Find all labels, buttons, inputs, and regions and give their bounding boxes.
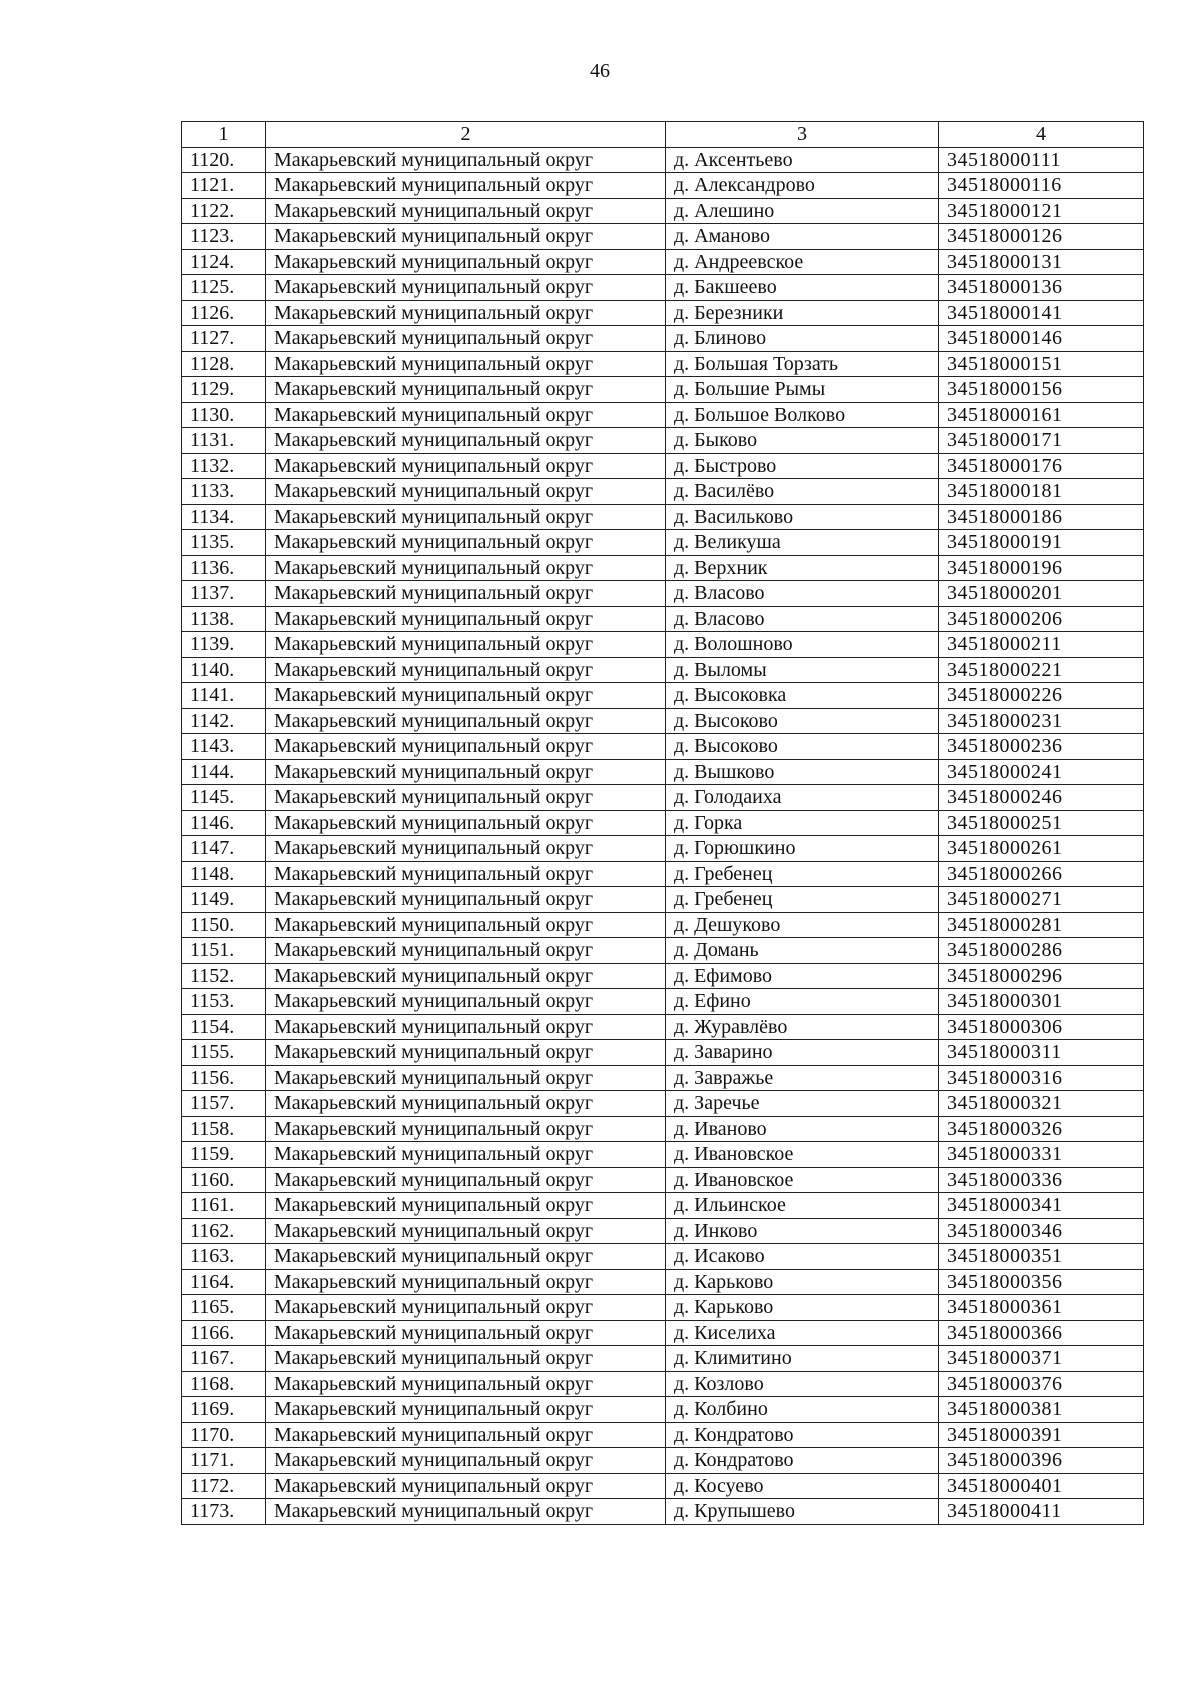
municipality-cell: Макарьевский муниципальный округ <box>266 606 666 632</box>
settlement-cell: д. Васильково <box>666 504 939 530</box>
oktmo-code-cell: 34518000206 <box>939 606 1144 632</box>
settlement-cell: д. Ефино <box>666 989 939 1015</box>
settlement-cell: д. Завражье <box>666 1065 939 1091</box>
settlement-cell: д. Большое Волково <box>666 402 939 428</box>
municipality-cell: Макарьевский муниципальный округ <box>266 1116 666 1142</box>
municipality-cell: Макарьевский муниципальный округ <box>266 173 666 199</box>
column-header-4: 4 <box>939 122 1144 148</box>
oktmo-code-cell: 34518000266 <box>939 861 1144 887</box>
municipality-cell: Макарьевский муниципальный округ <box>266 1218 666 1244</box>
table-row <box>182 1116 1144 1142</box>
row-number-cell: 1122. <box>182 198 266 224</box>
settlement-cell: д. Карьково <box>666 1269 939 1295</box>
settlement-cell: д. Высоковка <box>666 683 939 709</box>
municipality-cell: Макарьевский муниципальный округ <box>266 1040 666 1066</box>
settlements-table <box>181 121 1144 1525</box>
settlement-cell: д. Великуша <box>666 530 939 556</box>
row-number-cell: 1133. <box>182 479 266 505</box>
table-row <box>182 428 1144 454</box>
table-row <box>182 1142 1144 1168</box>
municipality-cell: Макарьевский муниципальный округ <box>266 708 666 734</box>
settlement-cell: д. Иваново <box>666 1116 939 1142</box>
municipality-cell: Макарьевский муниципальный округ <box>266 249 666 275</box>
settlement-cell: д. Киселиха <box>666 1320 939 1346</box>
table-row <box>182 249 1144 275</box>
table-row <box>182 555 1144 581</box>
municipality-cell: Макарьевский муниципальный округ <box>266 351 666 377</box>
settlement-cell: д. Инково <box>666 1218 939 1244</box>
municipality-cell: Макарьевский муниципальный округ <box>266 402 666 428</box>
oktmo-code-cell: 34518000286 <box>939 938 1144 964</box>
row-number-cell: 1161. <box>182 1193 266 1219</box>
oktmo-code-cell: 34518000311 <box>939 1040 1144 1066</box>
settlement-cell: д. Гребенец <box>666 887 939 913</box>
oktmo-code-cell: 34518000251 <box>939 810 1144 836</box>
settlement-cell: д. Горюшкино <box>666 836 939 862</box>
settlement-cell: д. Косуево <box>666 1473 939 1499</box>
municipality-cell: Макарьевский муниципальный округ <box>266 453 666 479</box>
settlement-cell: д. Вышково <box>666 759 939 785</box>
municipality-cell: Макарьевский муниципальный округ <box>266 1448 666 1474</box>
row-number-cell: 1147. <box>182 836 266 862</box>
oktmo-code-cell: 34518000346 <box>939 1218 1144 1244</box>
oktmo-code-cell: 34518000146 <box>939 326 1144 352</box>
oktmo-code-cell: 34518000221 <box>939 657 1144 683</box>
row-number-cell: 1132. <box>182 453 266 479</box>
row-number-cell: 1139. <box>182 632 266 658</box>
oktmo-code-cell: 34518000241 <box>939 759 1144 785</box>
row-number-cell: 1163. <box>182 1244 266 1270</box>
settlement-cell: д. Верхник <box>666 555 939 581</box>
row-number-cell: 1155. <box>182 1040 266 1066</box>
table-row <box>182 504 1144 530</box>
oktmo-code-cell: 34518000296 <box>939 963 1144 989</box>
settlement-cell: д. Алешино <box>666 198 939 224</box>
row-number-cell: 1130. <box>182 402 266 428</box>
row-number-cell: 1125. <box>182 275 266 301</box>
table-row <box>182 1269 1144 1295</box>
settlement-cell: д. Андреевское <box>666 249 939 275</box>
row-number-cell: 1167. <box>182 1346 266 1372</box>
oktmo-code-cell: 34518000226 <box>939 683 1144 709</box>
row-number-cell: 1173. <box>182 1499 266 1525</box>
municipality-cell: Макарьевский муниципальный округ <box>266 581 666 607</box>
settlement-cell: д. Ильинское <box>666 1193 939 1219</box>
row-number-cell: 1171. <box>182 1448 266 1474</box>
municipality-cell: Макарьевский муниципальный округ <box>266 1320 666 1346</box>
row-number-cell: 1128. <box>182 351 266 377</box>
oktmo-code-cell: 34518000181 <box>939 479 1144 505</box>
oktmo-code-cell: 34518000321 <box>939 1091 1144 1117</box>
table-row <box>182 912 1144 938</box>
table-row <box>182 402 1144 428</box>
row-number-cell: 1148. <box>182 861 266 887</box>
row-number-cell: 1162. <box>182 1218 266 1244</box>
settlement-cell: д. Александрово <box>666 173 939 199</box>
row-number-cell: 1129. <box>182 377 266 403</box>
oktmo-code-cell: 34518000246 <box>939 785 1144 811</box>
table-row <box>182 810 1144 836</box>
municipality-cell: Макарьевский муниципальный округ <box>266 1091 666 1117</box>
oktmo-code-cell: 34518000341 <box>939 1193 1144 1219</box>
oktmo-code-cell: 34518000191 <box>939 530 1144 556</box>
municipality-cell: Макарьевский муниципальный округ <box>266 632 666 658</box>
municipality-cell: Макарьевский муниципальный округ <box>266 198 666 224</box>
table-row <box>182 1397 1144 1423</box>
settlement-cell: д. Березники <box>666 300 939 326</box>
oktmo-code-cell: 34518000126 <box>939 224 1144 250</box>
oktmo-code-cell: 34518000411 <box>939 1499 1144 1525</box>
table-row <box>182 734 1144 760</box>
settlement-cell: д. Журавлёво <box>666 1014 939 1040</box>
settlement-cell: д. Волошново <box>666 632 939 658</box>
row-number-cell: 1131. <box>182 428 266 454</box>
settlement-cell: д. Горка <box>666 810 939 836</box>
oktmo-code-cell: 34518000376 <box>939 1371 1144 1397</box>
oktmo-code-cell: 34518000186 <box>939 504 1144 530</box>
table-row <box>182 1448 1144 1474</box>
settlement-cell: д. Аксентьево <box>666 147 939 173</box>
oktmo-code-cell: 34518000171 <box>939 428 1144 454</box>
oktmo-code-cell: 34518000391 <box>939 1422 1144 1448</box>
table-row <box>182 759 1144 785</box>
settlement-cell: д. Заречье <box>666 1091 939 1117</box>
row-number-cell: 1170. <box>182 1422 266 1448</box>
municipality-cell: Макарьевский муниципальный округ <box>266 683 666 709</box>
row-number-cell: 1126. <box>182 300 266 326</box>
settlement-cell: д. Василёво <box>666 479 939 505</box>
table-row <box>182 989 1144 1015</box>
municipality-cell: Макарьевский муниципальный округ <box>266 300 666 326</box>
settlement-cell: д. Домань <box>666 938 939 964</box>
oktmo-code-cell: 34518000151 <box>939 351 1144 377</box>
municipality-cell: Макарьевский муниципальный округ <box>266 1346 666 1372</box>
row-number-cell: 1159. <box>182 1142 266 1168</box>
table-row <box>182 326 1144 352</box>
row-number-cell: 1149. <box>182 887 266 913</box>
table-row <box>182 606 1144 632</box>
settlement-cell: д. Блиново <box>666 326 939 352</box>
municipality-cell: Макарьевский муниципальный округ <box>266 963 666 989</box>
table-row <box>182 1371 1144 1397</box>
settlement-cell: д. Аманово <box>666 224 939 250</box>
municipality-cell: Макарьевский муниципальный округ <box>266 147 666 173</box>
settlement-cell: д. Исаково <box>666 1244 939 1270</box>
row-number-cell: 1143. <box>182 734 266 760</box>
row-number-cell: 1151. <box>182 938 266 964</box>
municipality-cell: Макарьевский муниципальный округ <box>266 657 666 683</box>
table-row <box>182 1218 1144 1244</box>
table-row <box>182 938 1144 964</box>
oktmo-code-cell: 34518000161 <box>939 402 1144 428</box>
municipality-cell: Макарьевский муниципальный округ <box>266 861 666 887</box>
table-row <box>182 1014 1144 1040</box>
municipality-cell: Макарьевский муниципальный округ <box>266 1473 666 1499</box>
oktmo-code-cell: 34518000131 <box>939 249 1144 275</box>
oktmo-code-cell: 34518000176 <box>939 453 1144 479</box>
row-number-cell: 1168. <box>182 1371 266 1397</box>
table-row <box>182 479 1144 505</box>
settlement-cell: д. Бакшеево <box>666 275 939 301</box>
settlement-cell: д. Власово <box>666 581 939 607</box>
oktmo-code-cell: 34518000281 <box>939 912 1144 938</box>
oktmo-code-cell: 34518000136 <box>939 275 1144 301</box>
oktmo-code-cell: 34518000336 <box>939 1167 1144 1193</box>
table-row <box>182 1295 1144 1321</box>
municipality-cell: Макарьевский муниципальный округ <box>266 912 666 938</box>
table-row <box>182 708 1144 734</box>
table-body <box>182 147 1144 1524</box>
municipality-cell: Макарьевский муниципальный округ <box>266 377 666 403</box>
table-row <box>182 1244 1144 1270</box>
settlement-cell: д. Кондратово <box>666 1422 939 1448</box>
oktmo-code-cell: 34518000211 <box>939 632 1144 658</box>
page-number: 46 <box>590 60 610 82</box>
settlement-cell: д. Колбино <box>666 1397 939 1423</box>
row-number-cell: 1120. <box>182 147 266 173</box>
municipality-cell: Макарьевский муниципальный округ <box>266 1371 666 1397</box>
oktmo-code-cell: 34518000306 <box>939 1014 1144 1040</box>
municipality-cell: Макарьевский муниципальный округ <box>266 275 666 301</box>
settlement-cell: д. Большая Торзать <box>666 351 939 377</box>
municipality-cell: Макарьевский муниципальный округ <box>266 1295 666 1321</box>
table-row <box>182 1040 1144 1066</box>
municipality-cell: Макарьевский муниципальный округ <box>266 1269 666 1295</box>
oktmo-code-cell: 34518000401 <box>939 1473 1144 1499</box>
municipality-cell: Макарьевский муниципальный округ <box>266 1397 666 1423</box>
municipality-cell: Макарьевский муниципальный округ <box>266 1499 666 1525</box>
municipality-cell: Макарьевский муниципальный округ <box>266 759 666 785</box>
oktmo-code-cell: 34518000381 <box>939 1397 1144 1423</box>
row-number-cell: 1135. <box>182 530 266 556</box>
table-row <box>182 1473 1144 1499</box>
oktmo-code-cell: 34518000121 <box>939 198 1144 224</box>
settlement-cell: д. Карьково <box>666 1295 939 1321</box>
oktmo-code-cell: 34518000111 <box>939 147 1144 173</box>
row-number-cell: 1146. <box>182 810 266 836</box>
table-header-row <box>182 122 1144 148</box>
oktmo-code-cell: 34518000196 <box>939 555 1144 581</box>
municipality-cell: Макарьевский муниципальный округ <box>266 224 666 250</box>
oktmo-code-cell: 34518000316 <box>939 1065 1144 1091</box>
table-row <box>182 632 1144 658</box>
oktmo-code-cell: 34518000201 <box>939 581 1144 607</box>
row-number-cell: 1154. <box>182 1014 266 1040</box>
row-number-cell: 1121. <box>182 173 266 199</box>
municipality-cell: Макарьевский муниципальный округ <box>266 1167 666 1193</box>
table-row <box>182 1065 1144 1091</box>
column-header-1: 1 <box>182 122 266 148</box>
table-row <box>182 530 1144 556</box>
municipality-cell: Макарьевский муниципальный округ <box>266 555 666 581</box>
table-row <box>182 1167 1144 1193</box>
settlement-cell: д. Власово <box>666 606 939 632</box>
municipality-cell: Макарьевский муниципальный округ <box>266 734 666 760</box>
table-row <box>182 351 1144 377</box>
table-row <box>182 861 1144 887</box>
municipality-cell: Макарьевский муниципальный округ <box>266 1065 666 1091</box>
row-number-cell: 1158. <box>182 1116 266 1142</box>
municipality-cell: Макарьевский муниципальный округ <box>266 530 666 556</box>
row-number-cell: 1166. <box>182 1320 266 1346</box>
table-row <box>182 887 1144 913</box>
table-row <box>182 453 1144 479</box>
row-number-cell: 1127. <box>182 326 266 352</box>
oktmo-code-cell: 34518000156 <box>939 377 1144 403</box>
municipality-cell: Макарьевский муниципальный округ <box>266 1422 666 1448</box>
row-number-cell: 1165. <box>182 1295 266 1321</box>
settlement-cell: д. Заварино <box>666 1040 939 1066</box>
row-number-cell: 1150. <box>182 912 266 938</box>
oktmo-code-cell: 34518000331 <box>939 1142 1144 1168</box>
table-row <box>182 377 1144 403</box>
table-row <box>182 275 1144 301</box>
table-row <box>182 198 1144 224</box>
settlement-cell: д. Крупышево <box>666 1499 939 1525</box>
oktmo-code-cell: 34518000366 <box>939 1320 1144 1346</box>
row-number-cell: 1156. <box>182 1065 266 1091</box>
municipality-cell: Макарьевский муниципальный округ <box>266 989 666 1015</box>
table-row <box>182 963 1144 989</box>
oktmo-code-cell: 34518000361 <box>939 1295 1144 1321</box>
row-number-cell: 1172. <box>182 1473 266 1499</box>
table-row <box>182 147 1144 173</box>
oktmo-code-cell: 34518000141 <box>939 300 1144 326</box>
settlement-cell: д. Климитино <box>666 1346 939 1372</box>
table-row <box>182 173 1144 199</box>
row-number-cell: 1141. <box>182 683 266 709</box>
settlement-cell: д. Голодаиха <box>666 785 939 811</box>
column-header-3: 3 <box>666 122 939 148</box>
oktmo-code-cell: 34518000351 <box>939 1244 1144 1270</box>
table-row <box>182 836 1144 862</box>
table-row <box>182 1193 1144 1219</box>
row-number-cell: 1169. <box>182 1397 266 1423</box>
settlement-cell: д. Быково <box>666 428 939 454</box>
settlement-cell: д. Дешуково <box>666 912 939 938</box>
oktmo-code-cell: 34518000301 <box>939 989 1144 1015</box>
row-number-cell: 1160. <box>182 1167 266 1193</box>
oktmo-code-cell: 34518000371 <box>939 1346 1144 1372</box>
oktmo-code-cell: 34518000356 <box>939 1269 1144 1295</box>
settlement-cell: д. Высоково <box>666 708 939 734</box>
table-row <box>182 224 1144 250</box>
settlement-cell: д. Гребенец <box>666 861 939 887</box>
settlement-cell: д. Ефимово <box>666 963 939 989</box>
municipality-cell: Макарьевский муниципальный округ <box>266 785 666 811</box>
row-number-cell: 1145. <box>182 785 266 811</box>
oktmo-code-cell: 34518000261 <box>939 836 1144 862</box>
row-number-cell: 1137. <box>182 581 266 607</box>
table-row <box>182 1320 1144 1346</box>
oktmo-code-cell: 34518000326 <box>939 1116 1144 1142</box>
settlement-cell: д. Высоково <box>666 734 939 760</box>
oktmo-code-cell: 34518000116 <box>939 173 1144 199</box>
settlement-cell: д. Ивановское <box>666 1142 939 1168</box>
column-header-2: 2 <box>266 122 666 148</box>
table-row <box>182 1499 1144 1525</box>
table-row <box>182 657 1144 683</box>
municipality-cell: Макарьевский муниципальный округ <box>266 1014 666 1040</box>
table-row <box>182 683 1144 709</box>
municipality-cell: Макарьевский муниципальный округ <box>266 479 666 505</box>
row-number-cell: 1144. <box>182 759 266 785</box>
municipality-cell: Макарьевский муниципальный округ <box>266 1142 666 1168</box>
municipality-cell: Макарьевский муниципальный округ <box>266 887 666 913</box>
row-number-cell: 1153. <box>182 989 266 1015</box>
row-number-cell: 1136. <box>182 555 266 581</box>
row-number-cell: 1142. <box>182 708 266 734</box>
oktmo-code-cell: 34518000271 <box>939 887 1144 913</box>
row-number-cell: 1123. <box>182 224 266 250</box>
row-number-cell: 1140. <box>182 657 266 683</box>
row-number-cell: 1164. <box>182 1269 266 1295</box>
municipality-cell: Макарьевский муниципальный округ <box>266 810 666 836</box>
municipality-cell: Макарьевский муниципальный округ <box>266 1193 666 1219</box>
table-row <box>182 581 1144 607</box>
row-number-cell: 1152. <box>182 963 266 989</box>
oktmo-code-cell: 34518000231 <box>939 708 1144 734</box>
municipality-cell: Макарьевский муниципальный округ <box>266 938 666 964</box>
table-row <box>182 785 1144 811</box>
oktmo-code-cell: 34518000236 <box>939 734 1144 760</box>
table-row <box>182 300 1144 326</box>
row-number-cell: 1124. <box>182 249 266 275</box>
settlement-cell: д. Ивановское <box>666 1167 939 1193</box>
settlement-cell: д. Кондратово <box>666 1448 939 1474</box>
row-number-cell: 1157. <box>182 1091 266 1117</box>
row-number-cell: 1138. <box>182 606 266 632</box>
municipality-cell: Макарьевский муниципальный округ <box>266 504 666 530</box>
table-row <box>182 1091 1144 1117</box>
settlement-cell: д. Быстрово <box>666 453 939 479</box>
settlement-cell: д. Большие Рымы <box>666 377 939 403</box>
table-row <box>182 1422 1144 1448</box>
settlement-cell: д. Выломы <box>666 657 939 683</box>
municipality-cell: Макарьевский муниципальный округ <box>266 428 666 454</box>
municipality-cell: Макарьевский муниципальный округ <box>266 326 666 352</box>
municipality-cell: Макарьевский муниципальный округ <box>266 1244 666 1270</box>
table-row <box>182 1346 1144 1372</box>
row-number-cell: 1134. <box>182 504 266 530</box>
oktmo-code-cell: 34518000396 <box>939 1448 1144 1474</box>
municipality-cell: Макарьевский муниципальный округ <box>266 836 666 862</box>
settlement-cell: д. Козлово <box>666 1371 939 1397</box>
